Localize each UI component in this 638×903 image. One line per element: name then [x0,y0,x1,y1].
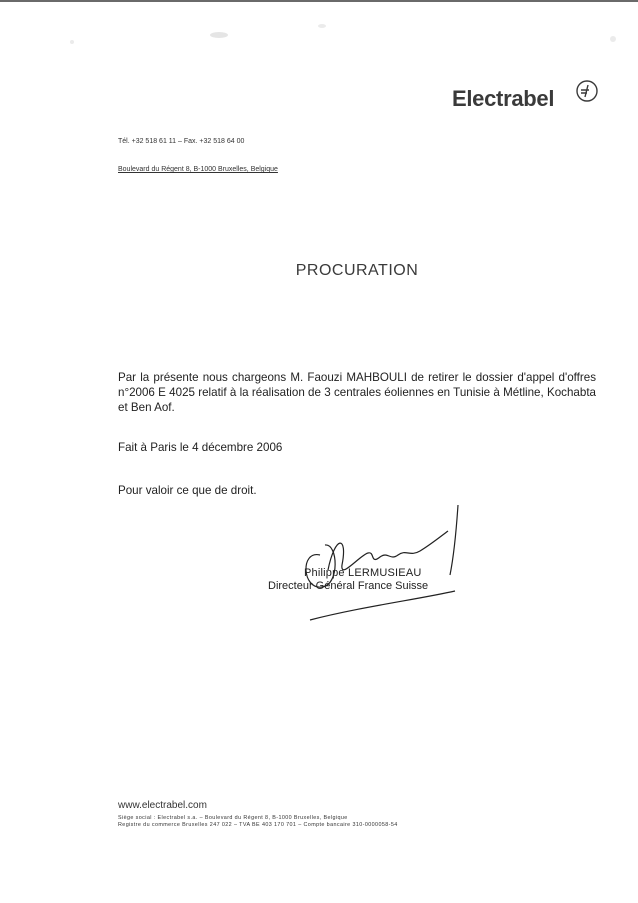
place-date: Fait à Paris le 4 décembre 2006 [118,441,283,454]
footer-legal [118,815,398,829]
closing-formula: Pour valoir ce que de droit. [118,484,257,497]
brand-logo-icon [574,78,600,104]
address-line: Boulevard du Régent 8, B-1000 Bruxelles, Belgique [118,166,278,173]
brand-logo-text: Electrabel [452,86,555,111]
signatory-name: Philippe LERMUSIEAU [304,567,422,579]
footer-legal-line: Registre du commerce Bruxelles 247 022 – TVA BE 403 170 701 – Compte bancaire 310-0000058-54 [118,822,398,828]
footer-website: www.electrabel.com [118,800,207,811]
top-border [0,0,638,2]
contact-line: Tél. +32 518 61 11 – Fax. +32 518 64 00 [118,138,245,145]
handwritten-signature [280,495,480,625]
signatory-role: Directeur Général France Suisse [268,580,429,592]
scan-speck [610,36,616,42]
scan-speck [210,32,228,38]
scan-speck [318,24,326,28]
document-title: PROCURATION [295,262,419,279]
footer-legal-line: Siège social : Electrabel s.a. – Boulevard du Régent 8, B-1000 Bruxelles, Belgique [118,815,348,821]
procuration-body: Par la présente nous chargeons M. Faouzi MAHBOULI de retirer le dossier d'appel d'offres n°2006 E 4025 relatif à la réalisation de 3 centrales éoliennes en Tunisie à Métline, Kochabta et Ben Aof. [118,371,596,414]
scan-speck [70,40,74,44]
